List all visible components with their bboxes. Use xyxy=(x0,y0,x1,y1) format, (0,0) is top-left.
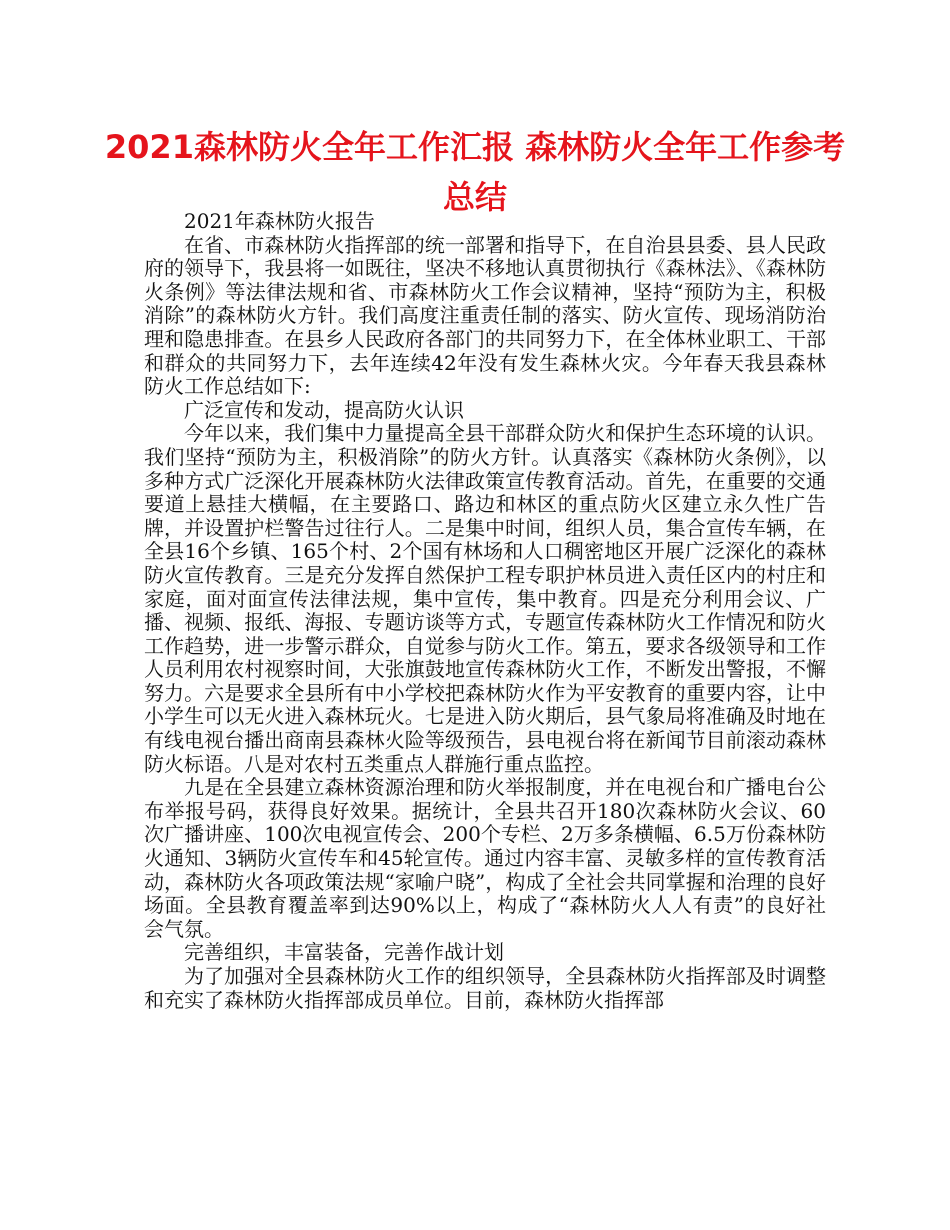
reporting-system-paragraph: 九是在全县建立森林资源治理和防火举报制度，并在电视台和广播电台公布举报号码，获得良好效果。据统计，全县共召开180次森林防火会议、60次广播讲座、100次电视宣传会、200个专栏、2万多条横幅、6.5万份森林防火通知、3辆防火宣传车和45轮宣传。通过内容丰富、灵敏多样的宣传教育活动，森林防火各项政策法规“家喻户晓”，构成了全社会共同掌握和治理的良好场面。全县教育覆盖率到达90%以上，构成了“森林防火人人有责”的良好社会气氛。 xyxy=(144,775,826,941)
document-body xyxy=(144,210,826,1012)
document-title: 2021森林防火全年工作汇报 森林防火全年工作参考总结 xyxy=(104,128,846,216)
publicity-paragraph: 今年以来，我们集中力量提高全县干部群众防火和保护生态环境的认识。我们坚持“预防为主，积极消除”的防火方针。认真落实《森林防火条例》，以多种方式广泛深化开展森林防火法律政策宣传教育活动。首先，在重要的交通要道上悬挂大横幅，在主要路口、路边和林区的重点防火区建立永久性广告牌，并设置护栏警告过往行人。二是集中时间，组织人员，集合宣传车辆，在全县16个乡镇、165个村、2个国有林场和人口稠密地区开展广泛深化的森林防火宣传教育。三是充分发挥自然保护工程专职护林员进入责任区内的村庄和家庭，面对面宣传法律法规，集中宣传，集中教育。四是充分利用会议、广播、视频、报纸、海报、专题访谈等方式，专题宣传森林防火工作情况和防火工作趋势，进一步警示群众，自觉参与防火工作。第五，要求各级领导和工作人员利用农村视察时间，大张旗鼓地宣传森林防火工作，不断发出警报，不懈努力。六是要求全县所有中小学校把森林防火作为平安教育的重要内容，让中小学生可以无火进入森林玩火。七是进入防火期后，县气象局将准确及时地在有线电视台播出商南县森林火险等级预告，县电视台将在新闻节目前滚动森林防火标语。八是对农村五类重点人群施行重点监控。 xyxy=(144,421,826,776)
section-heading-publicity: 广泛宣传和发动，提高防火认识 xyxy=(184,397,464,422)
section-heading-organization: 完善组织，丰富装备，完善作战计划 xyxy=(184,940,504,965)
report-heading: 2021年森林防火报告 xyxy=(184,209,375,233)
organization-paragraph: 为了加强对全县森林防火工作的组织领导，全县森林防火指挥部及时调整和充实了森林防火指挥部成员单位。目前，森林防火指挥部 xyxy=(144,964,826,1012)
intro-paragraph: 在省、市森林防火指挥部的统一部署和指导下，在自治县县委、县人民政府的领导下，我县将一如既往，坚决不移地认真贯彻执行《森林法》、《森林防火条例》等法律法规和省、市森林防火工作会议精神，坚持“预防为主，积极消除”的森林防火方针。我们高度注重责任制的落实、防火宣传、现场消防治理和隐患排查。在县乡人民政府各部门的共同努力下，在全体林业职工、干部和群众的共同努力下，去年连续42年没有发生森林火灾。今年春天我县森林防火工作总结如下: xyxy=(144,232,826,399)
